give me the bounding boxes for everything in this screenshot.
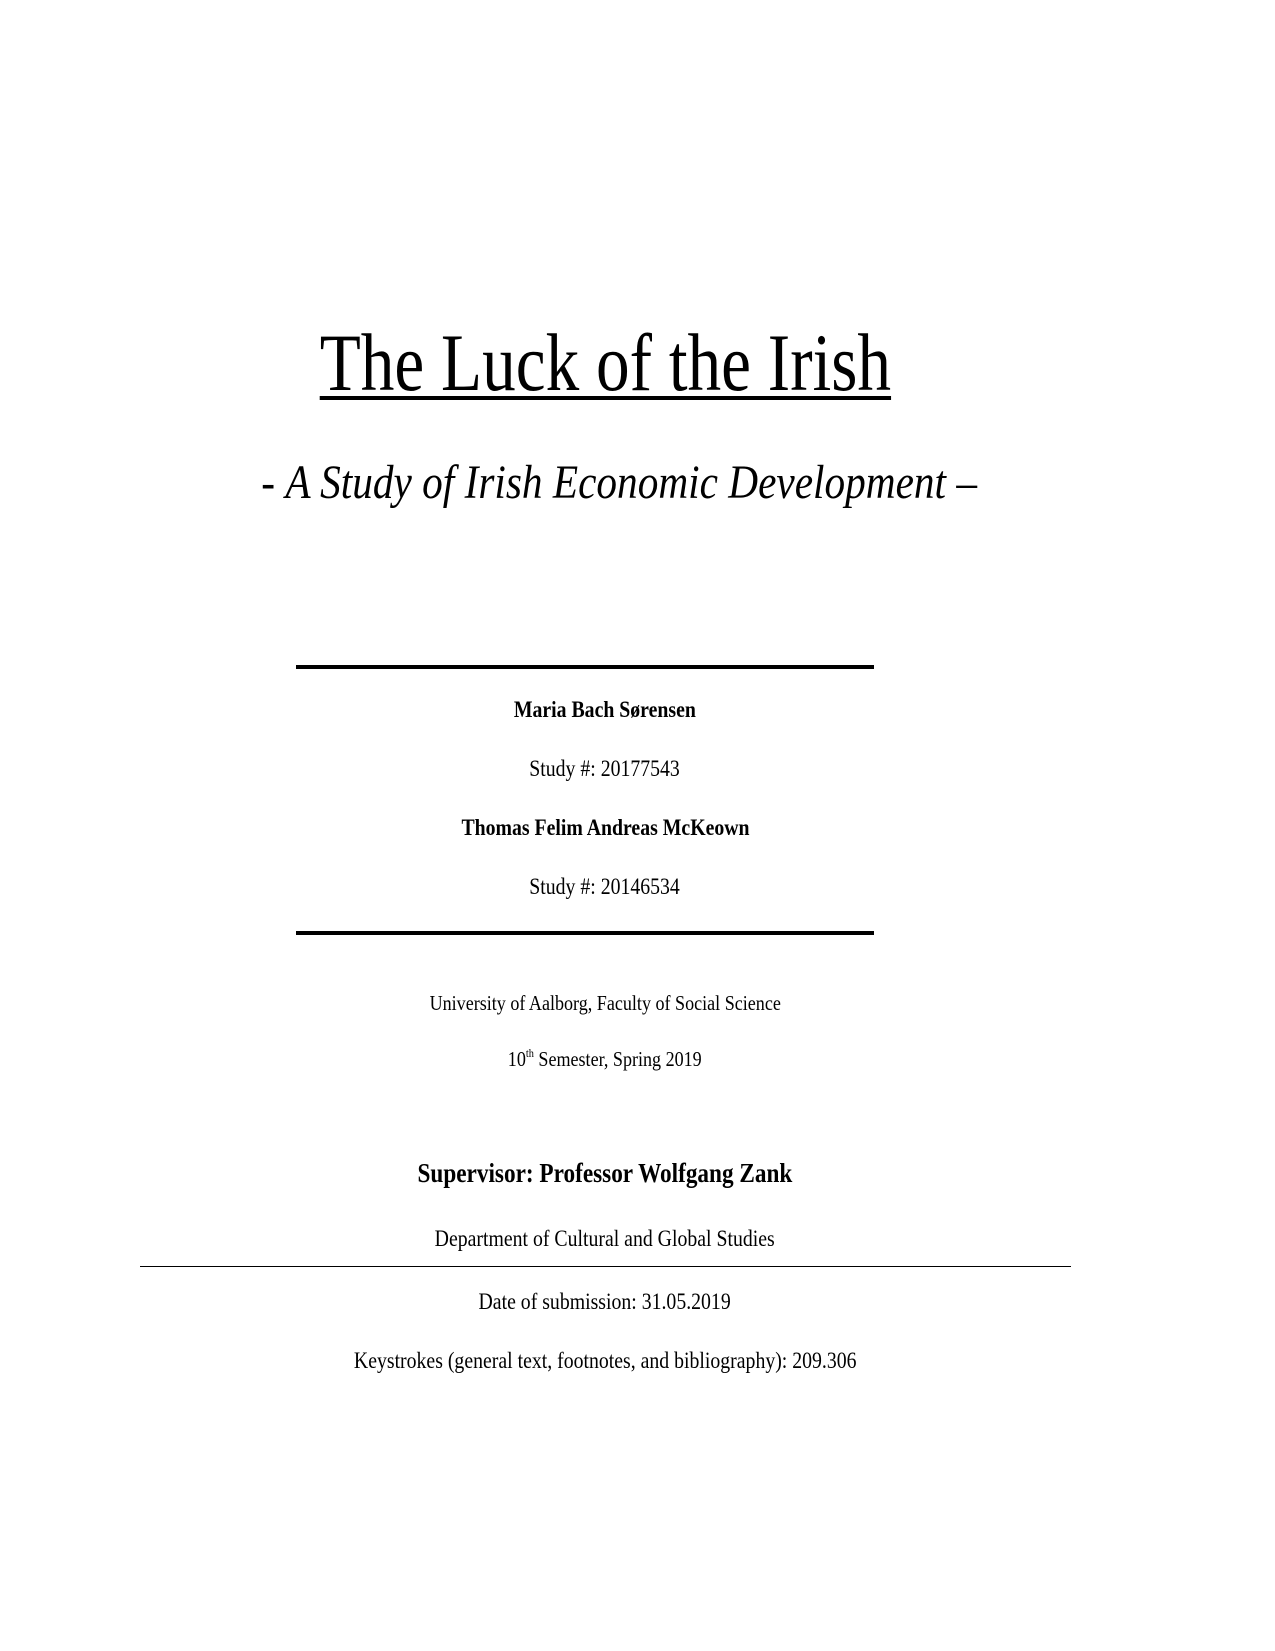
subtitle-dash-end: – (945, 456, 977, 509)
submission-divider (140, 1266, 1071, 1267)
supervisor: Supervisor: Professor Wolfgang Zank (417, 1158, 793, 1188)
keystrokes: Keystrokes (general text, footnotes, and bibliography): 209.306 (353, 1348, 857, 1373)
subtitle-dash: - (261, 456, 286, 509)
author-study-number: Study #: 20177543 (529, 756, 681, 781)
author-study-number: Study #: 20146534 (529, 874, 681, 899)
subtitle-text: A Study of Irish Economic Development (285, 456, 946, 509)
semester: 10th Semester, Spring 2019 (508, 1046, 702, 1071)
top-author-divider (296, 665, 874, 669)
department: Department of Cultural and Global Studies (434, 1226, 776, 1251)
bottom-author-divider (296, 931, 874, 935)
document-subtitle (14, 456, 1224, 509)
submission-date: Date of submission: 31.05.2019 (478, 1289, 732, 1314)
author-name: Maria Bach Sørensen (513, 697, 697, 722)
institution: University of Aalborg, Faculty of Social Science (429, 991, 781, 1015)
document-title: The Luck of the Irish (319, 317, 891, 408)
author-name: Thomas Felim Andreas McKeown (460, 815, 750, 840)
